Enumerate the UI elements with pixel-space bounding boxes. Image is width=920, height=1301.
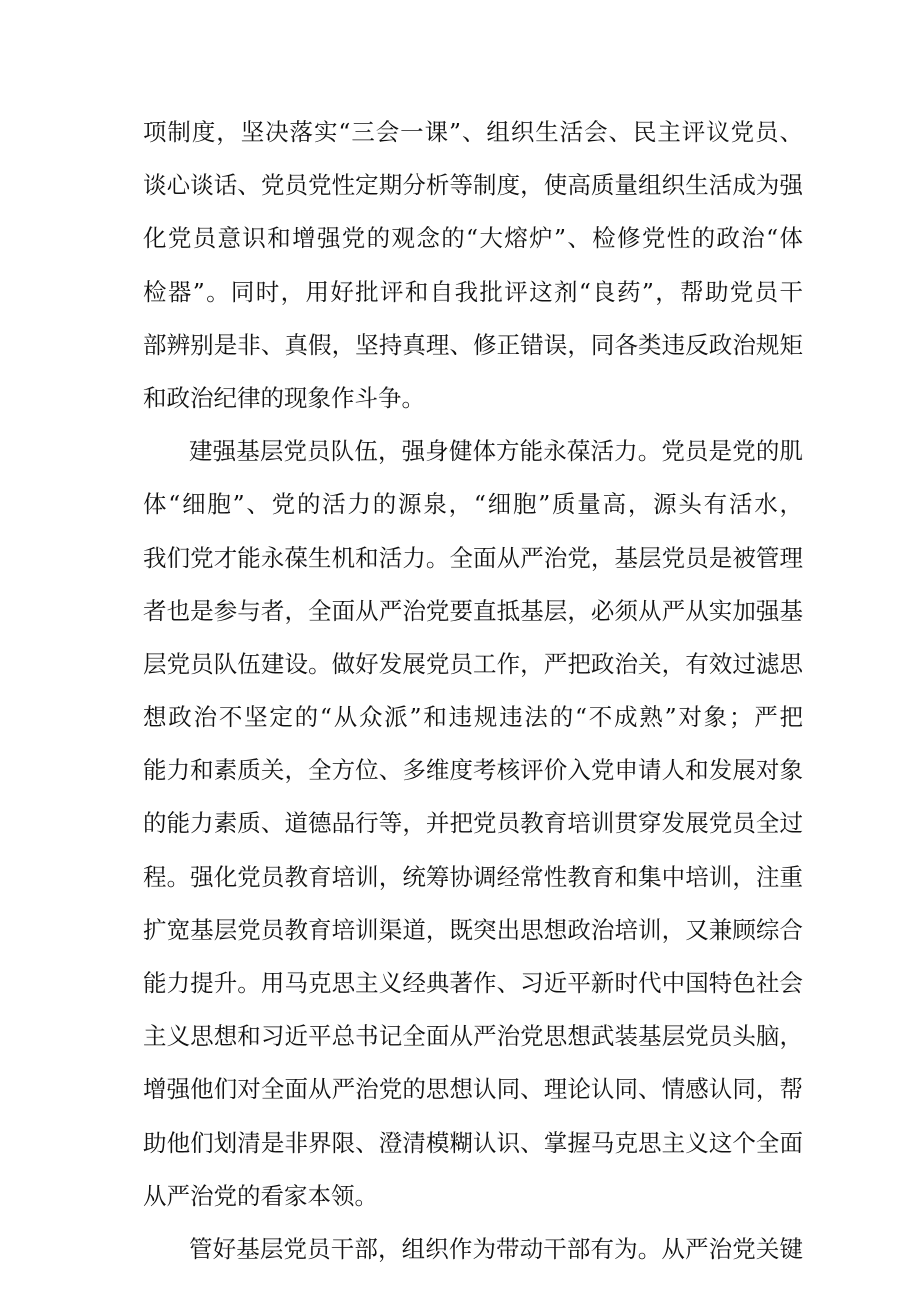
paragraph-line: 能力和素质关，全方位、多维度考核评价入党申请人和发展对象 (143, 756, 803, 785)
paragraph-line: 想政治不坚定的“从众派”和违规违法的“不成熟”对象；严把 (143, 703, 803, 732)
document-body (143, 106, 803, 1276)
paragraph-line: 增强他们对全面从严治党的思想认同、理论认同、情感认同，帮 (143, 1075, 803, 1104)
paragraph-line: 层党员队伍建设。做好发展党员工作，严把政治关，有效过滤思 (143, 649, 803, 678)
paragraph-line: 的能力素质、道德品行等，并把党员教育培训贯穿发展党员全过 (143, 809, 803, 838)
paragraph-1 (143, 106, 803, 425)
paragraph-line: 谈心谈话、党员党性定期分析等制度，使高质量组织生活成为强 (143, 171, 803, 200)
paragraph-line: 者也是参与者，全面从严治党要直抵基层，必须从严从实加强基 (143, 596, 803, 625)
paragraph-line: 和政治纪律的现象作斗争。 (143, 383, 425, 412)
paragraph-line: 扩宽基层党员教育培训渠道，既突出思想政治培训，又兼顾综合 (143, 915, 803, 944)
paragraph-line: 检器”。同时，用好批评和自我批评这剂“良药”，帮助党员干 (143, 277, 803, 306)
paragraph-line: 程。强化党员教育培训，统筹协调经常性教育和集中培训，注重 (143, 862, 803, 891)
paragraph-line: 建强基层党员队伍，强身健体方能永葆活力。党员是党的肌 (189, 437, 803, 466)
paragraph-line: 项制度，坚决落实“三会一课”、组织生活会、民主评议党员、 (143, 118, 803, 146)
paragraph-2 (143, 425, 803, 1223)
paragraph-line: 体“细胞”、党的活力的源泉，“细胞”质量高，源头有活水， (143, 490, 803, 519)
paragraph-line: 我们党才能永葆生机和活力。全面从严治党，基层党员是被管理 (143, 543, 803, 572)
paragraph-line: 主义思想和习近平总书记全面从严治党思想武装基层党员头脑， (143, 1022, 803, 1051)
paragraph-line: 管好基层党员干部，组织作为带动干部有为。从严治党关键 (189, 1234, 803, 1263)
paragraph-line: 能力提升。用马克思主义经典著作、习近平新时代中国特色社会 (143, 969, 803, 997)
paragraph-line: 助他们划清是非界限、澄清模糊认识、掌握马克思主义这个全面 (143, 1128, 803, 1157)
paragraph-line: 部辨别是非、真假，坚持真理、修正错误，同各类违反政治规矩 (143, 330, 803, 359)
paragraph-line: 从严治党的看家本领。 (143, 1181, 378, 1210)
paragraph-3 (143, 1223, 803, 1276)
paragraph-line: 化党员意识和增强党的观念的“大熔炉”、检修党性的政治“体 (143, 224, 803, 253)
